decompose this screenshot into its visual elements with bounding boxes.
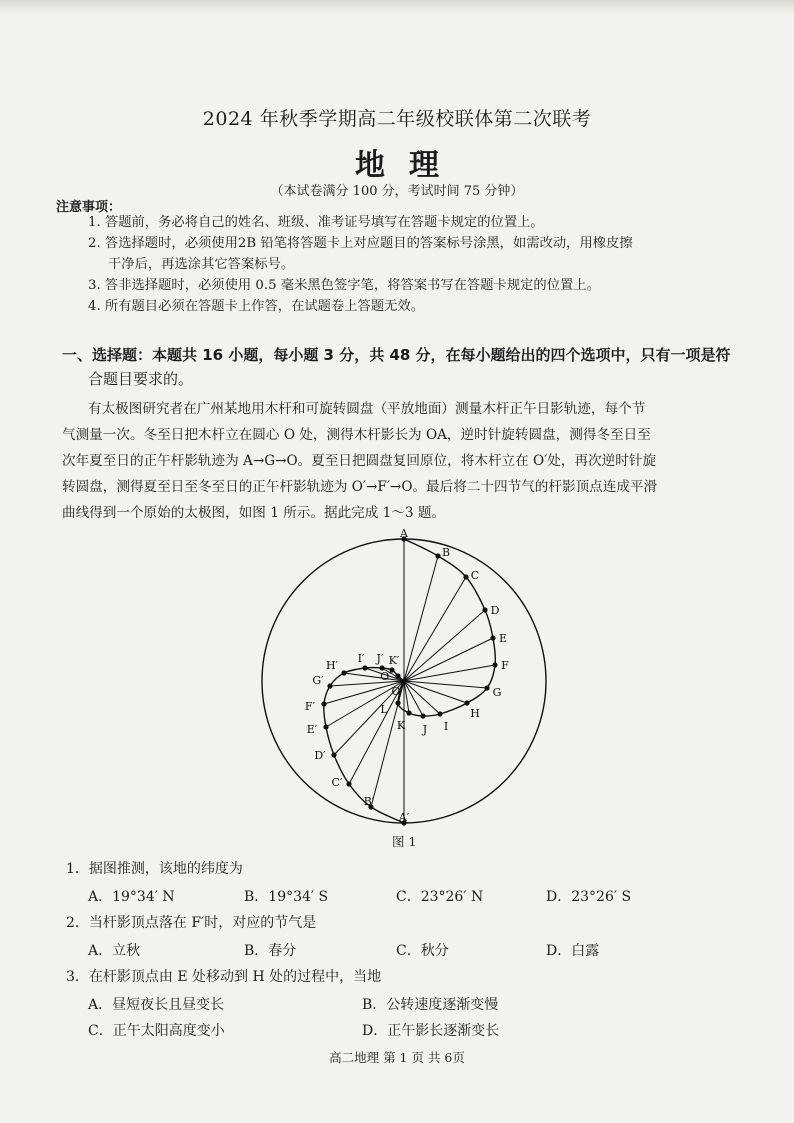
outer-label: L [380,703,388,716]
section-text-1: 本题共 16 小题，每小题 3 分，共 48 分，在每小题给出的四个选项中，只有一项是符 [152,346,731,364]
exam-title: 2024 年秋季学期高二年级校联体第二次联考 [202,108,592,130]
q2-option-c: C．秋分 [396,943,449,959]
outer-label: C [470,569,480,582]
outer-point [463,574,468,579]
passage-line-5: 曲线得到一个原始的太极图，如图 1 所示。据此完成 1～3 题。 [62,505,446,521]
outer-shadow-curve [398,539,495,716]
passage [62,396,760,526]
q1-option-c: C．23°26′ N [396,889,484,905]
inner-label: G′ [312,674,324,687]
passage-line-4: 转圆盘，测得夏至日至冬至日的正午杆影轨迹为 O′→F′→O。最后将二十四节气的杆影顶点连成平滑 [62,479,658,495]
q2-option-d: D．白露 [546,943,600,959]
notice-item-1: 1. 答题前，务必将自己的姓名、班级、准考证号填写在答题卡规定的位置上。 [88,215,544,230]
ray-line [344,673,404,681]
notice-item-2: 2. 答选择题时，必须使用2B 铅笔将答题卡上对应题目的答案标号涂黑，如需改动，用橡皮擦 [88,236,633,251]
notice-item-2-cont: 干净后，再选涂其它答案标号。 [108,257,295,272]
top-scan-edge [0,0,794,14]
section-text-2: 合题目要求的。 [88,370,194,388]
outer-label: A [400,528,408,540]
outer-point [437,711,442,716]
outer-point [484,685,489,690]
q3-option-a: A．昼短夜长且昼变长 [88,997,225,1013]
inner-label: J′ [376,652,384,665]
inner-label: K′ [388,654,400,667]
outer-label: B [441,546,451,559]
question-1-stem: 1．据图推测，该地的纬度为 [66,861,243,877]
ray-line [371,681,404,807]
figure-caption: 图 1 [392,834,417,849]
outer-label: G [492,686,502,699]
notice-item-3: 3. 答非选择题时，必须使用 0.5 毫米黑色签字笔，将答案书写在答题卡规定的位置上。 [88,278,600,293]
outer-point [464,700,469,705]
q3-option-d: D．正午影长逐渐变长 [362,1023,500,1039]
inner-label: H′ [325,659,339,672]
section-label: 一、选择题： [62,346,153,364]
outer-point [406,710,411,715]
outer-label: F [501,659,509,672]
inner-label: A′ [398,811,410,824]
outer-label: K [396,719,406,732]
outer-label: E [498,632,508,645]
notice-item-4: 4. 所有题目必须在答题卡上作答，在试题卷上答题无效。 [88,299,425,314]
outer-label: I [443,720,449,733]
section-heading [62,343,752,391]
q1-option-b: B．19°34′ S [244,889,329,905]
ray-line [404,681,440,714]
inner-label: B′ [363,795,375,808]
taiji-figure [240,528,570,838]
inner-point [323,724,328,729]
inner-label: D′ [314,749,326,762]
q2-option-b: B．春分 [244,943,297,959]
ray-line [404,556,438,681]
inner-label: E′ [306,723,318,736]
inner-point [331,752,336,757]
ray-line [404,665,495,681]
outer-label: J [422,723,428,736]
center-label: O [391,685,401,698]
outer-point [492,662,497,667]
inner-label: C′ [331,776,343,789]
ray-line [404,577,466,681]
question-2-stem: 2．当杆影顶点落在 F′时，对应的节气是 [66,915,317,931]
question-3-stem: 3．在杆影顶点由 E 处移动到 H 处的过程中，当地 [66,969,382,985]
page-footer: 高二地理 第 1 页 共 6页 [329,1050,465,1065]
inner-point [346,781,351,786]
outer-point [490,635,495,640]
inner-label: F′ [304,700,316,713]
inner-point [362,665,367,670]
passage-line-3: 次年夏至日的正午杆影轨迹为 A→G→O。夏至日把圆盘复回原位，将木杆立在 O′处，再次逆时针旋 [62,453,657,469]
outer-point [482,607,487,612]
q3-option-b: B．公转速度逐渐变慢 [362,997,499,1013]
q3-option-c: C．正午太阳高度变小 [88,1023,225,1039]
subject-title: 地理 [355,148,463,183]
inner-label: O′ [380,670,392,683]
inner-point [327,683,332,688]
passage-line-1: 有太极图研究者在广州某地用木杆和可旋转圆盘（平放地面）测量木杆正午日影轨迹，每个节 [88,401,646,417]
ray-line [404,681,487,688]
inner-point [341,670,346,675]
score-line: （本试卷满分 100 分，考试时间 75 分钟） [270,184,524,199]
inner-point [321,701,326,706]
q1-option-a: A．19°34′ N [88,889,175,905]
ray-line [404,610,485,681]
ray-line [404,681,467,703]
outer-point [420,713,425,718]
q2-option-a: A．立秋 [88,943,141,959]
q1-option-d: D．23°26′ S [546,889,632,905]
passage-line-2: 气测量一次。冬至日把木杆立在圆心 O 处，测得木杆影长为 OA，逆时针旋转圆盘，测得冬至日至 [62,427,651,443]
inner-point [395,673,400,678]
outer-point [395,700,400,705]
outer-label: H [470,707,480,720]
notice-heading: 注意事项： [56,200,122,215]
outer-label: D [490,604,500,617]
inner-label: I′ [357,652,365,665]
outer-point [435,553,440,558]
center-point [401,678,406,683]
